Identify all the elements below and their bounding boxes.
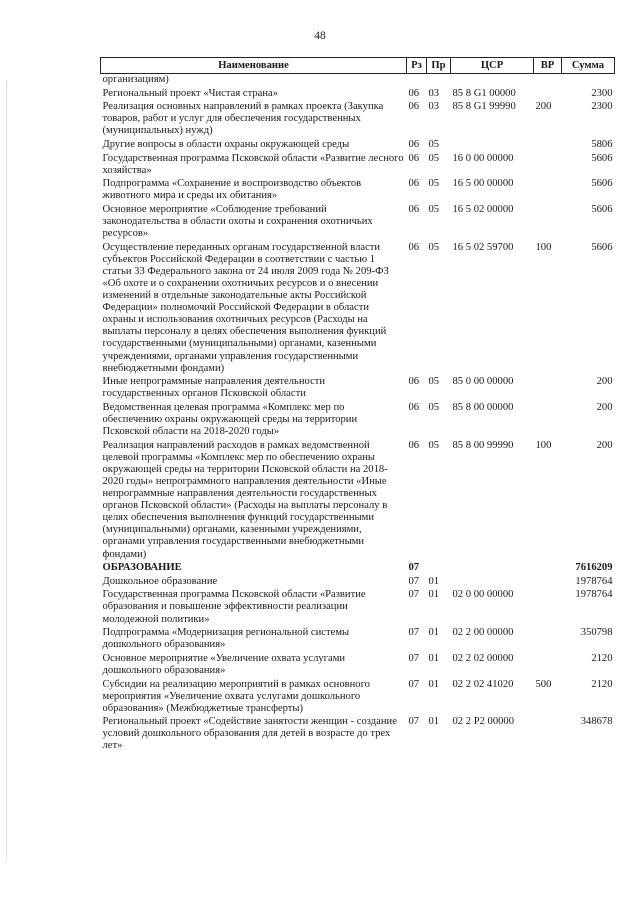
column-header-csr: ЦСР (451, 58, 534, 74)
row-vr (534, 88, 562, 102)
row-pr: 01 (428, 678, 440, 690)
row-rz: 06 (408, 178, 420, 190)
row-pr: 01 (428, 716, 440, 728)
row-name: Другие вопросы в области охраны окружающей среды (102, 138, 350, 150)
row-csr: 02 2 00 00000 (452, 627, 514, 639)
table-row (101, 74, 615, 88)
row-rz: 06 (408, 203, 420, 215)
table-header-row (101, 58, 615, 74)
row-vr: 500 (535, 678, 552, 690)
row-csr: 16 5 00 00000 (452, 178, 514, 190)
row-vr (534, 589, 562, 627)
row-vr: 100 (535, 439, 552, 451)
row-name: Государственная программа Псковской области «Развитие образования и повышение эффективности реализации молодежной политики» (102, 589, 366, 625)
row-name: Подпрограмма «Сохранение и воспроизводство объектов животного мира и среды их обитания» (102, 178, 362, 202)
row-sum: 2300 (591, 87, 613, 99)
row-csr: 85 8 00 99990 (452, 439, 514, 451)
row-pr: 05 (428, 401, 440, 413)
row-name: организациям) (102, 74, 169, 85)
row-name: Осуществление переданных органам государственной власти субъектов Российской Федерации в соответствии с частью 1 статьи 33 Федерального закона от 24 июля 2009 года № 209-ФЗ «Об охоте и о сохранении охотничьих ресурсов и о внесении изменений в отдельные законодательные акты Российской Федерации» полномочий Российской Федерации в области охраны и использования охотничьих ресурсов (Расходы на выплаты персоналу в целях обеспечения выполнения функций государственными (муниципальными) органами, казенными учреждениями, органами управления государственными внебюджетными фондами) (102, 241, 389, 374)
table-row (101, 101, 615, 139)
row-sum: 350798 (580, 627, 613, 639)
row-pr: 01 (428, 575, 440, 587)
page-number: 48 (314, 30, 326, 42)
row-name: Региональный проект «Содействие занятости женщин - создание условий дошкольного образования для детей в возрасте до трех лет» (102, 716, 397, 752)
row-sum: 5806 (591, 138, 613, 150)
row-rz: 06 (408, 401, 420, 413)
row-sum: 2120 (591, 652, 613, 664)
row-csr (451, 74, 534, 88)
column-header-vr: ВР (534, 58, 562, 74)
row-name: Региональный проект «Чистая страна» (102, 87, 278, 99)
row-name: Государственная программа Псковской области «Развитие лесного хозяйства» (102, 152, 404, 176)
row-rz: 06 (408, 138, 420, 150)
row-name: Субсидии на реализацию мероприятий в рамках основного мероприятия «Увеличение охвата услугами дошкольного образования» (Межбюджетные трансферты) (102, 678, 370, 714)
row-name: ОБРАЗОВАНИЕ (102, 562, 182, 574)
row-rz: 06 (408, 439, 420, 451)
row-sum: 200 (596, 439, 613, 451)
row-csr (451, 562, 534, 576)
row-vr (534, 376, 562, 402)
table-row (101, 440, 615, 562)
row-csr: 02 0 00 00000 (452, 589, 514, 601)
row-sum: 1978764 (575, 589, 613, 601)
table-row (101, 679, 615, 717)
column-header-name: Наименование (101, 58, 407, 74)
row-pr: 03 (428, 101, 440, 113)
table-row (101, 402, 615, 440)
row-rz: 07 (408, 589, 420, 601)
row-rz (407, 74, 427, 88)
row-pr: 05 (428, 152, 440, 164)
row-sum: 2300 (591, 101, 613, 113)
table-row (101, 589, 615, 627)
row-csr: 16 5 02 59700 (452, 241, 514, 253)
table-row (101, 178, 615, 204)
scan-margin-line (6, 80, 8, 860)
row-rz: 07 (408, 562, 420, 574)
row-pr: 01 (428, 627, 440, 639)
row-rz: 07 (408, 678, 420, 690)
row-pr: 05 (428, 138, 440, 150)
row-rz: 06 (408, 152, 420, 164)
row-sum: 2120 (591, 678, 613, 690)
row-pr: 05 (428, 439, 440, 451)
row-csr (451, 139, 534, 153)
column-header-sum: Сумма (562, 58, 615, 74)
row-pr: 05 (428, 178, 440, 190)
row-sum: 5606 (591, 178, 613, 190)
row-csr: 85 8 G1 00000 (452, 87, 516, 99)
table-row (101, 576, 615, 590)
row-vr: 200 (535, 101, 552, 113)
row-sum: 1978764 (575, 575, 613, 587)
row-vr (534, 178, 562, 204)
row-vr (534, 153, 562, 179)
table-row (101, 376, 615, 402)
row-sum: 348678 (580, 716, 613, 728)
row-name: Реализация основных направлений в рамках проекта (Закупка товаров, работ и услуг для обеспечения государственных (муниципальных) нужд) (102, 101, 384, 137)
row-rz: 06 (408, 87, 420, 99)
row-pr: 01 (428, 652, 440, 664)
row-rz: 07 (408, 652, 420, 664)
row-sum: 5606 (591, 241, 613, 253)
row-csr: 16 5 02 00000 (452, 203, 514, 215)
table-row (101, 627, 615, 653)
row-rz: 06 (408, 101, 420, 113)
row-vr: 100 (535, 241, 552, 253)
row-sum (562, 74, 615, 88)
row-name: Основное мероприятие «Соблюдение требований законодательства в области охоты и сохранения охотничьих ресурсов» (102, 203, 373, 240)
row-pr: 05 (428, 376, 440, 388)
row-name: Иные непрограммные направления деятельности государственных органов Псковской области (102, 376, 326, 400)
row-name: Подпрограмма «Модернизация региональной системы дошкольного образования» (102, 627, 350, 651)
table-row (101, 653, 615, 679)
row-csr: 02 2 02 41020 (452, 678, 514, 690)
row-vr (534, 627, 562, 653)
row-vr (534, 653, 562, 679)
row-vr (534, 204, 562, 242)
row-csr: 85 0 00 00000 (452, 376, 514, 388)
row-sum: 5606 (591, 152, 613, 164)
row-vr (534, 402, 562, 440)
row-sum: 200 (596, 401, 613, 413)
row-rz: 07 (408, 627, 420, 639)
row-name: Реализация направлений расходов в рамках ведомственной целевой программы «Комплекс мер по обеспечению охраны окружающей среды на территории Псковской области на 2018-2020 годы» непрограммного направления деятельности «Иные непрограммные направления деятельности государственных органов Псковской области» (Расходы на выплаты персоналу в целях обеспечения выполнения функций государственными (муниципальными) органами, казенными учреждениями, органами управления государственными внебюджетными фондами) (102, 439, 388, 560)
row-csr: 85 8 G1 99990 (452, 101, 516, 113)
row-pr: 01 (428, 589, 440, 601)
column-header-rz: Рз (407, 58, 427, 74)
row-pr: 03 (428, 87, 440, 99)
row-rz: 06 (408, 241, 420, 253)
table-row (101, 204, 615, 242)
row-pr (427, 74, 451, 88)
row-sum: 200 (596, 376, 613, 388)
row-rz: 06 (408, 376, 420, 388)
row-vr (534, 74, 562, 88)
table-row (101, 562, 615, 576)
row-sum: 7616209 (575, 562, 613, 574)
row-csr: 85 8 00 00000 (452, 401, 514, 413)
table-row (101, 139, 615, 153)
row-rz: 07 (408, 716, 420, 728)
row-csr: 02 2 P2 00000 (452, 716, 515, 728)
row-rz: 07 (408, 575, 420, 587)
table-row (101, 88, 615, 102)
row-vr (534, 576, 562, 590)
row-vr (534, 139, 562, 153)
row-vr (534, 562, 562, 576)
row-name: Ведомственная целевая программа «Комплекс мер по обеспечению охраны окружающей среды на территории Псковской области на 2018-2020 годы» (102, 401, 358, 438)
row-pr (427, 562, 451, 576)
row-pr: 05 (428, 241, 440, 253)
row-name: Основное мероприятие «Увеличение охвата услугами дошкольного образования» (102, 652, 346, 676)
row-csr (451, 576, 534, 590)
table-row (101, 242, 615, 377)
row-csr: 02 2 02 00000 (452, 652, 514, 664)
row-name: Дошкольное образование (102, 575, 218, 587)
column-header-pr: Пр (427, 58, 451, 74)
row-pr: 05 (428, 203, 440, 215)
row-sum: 5606 (591, 203, 613, 215)
table-row (101, 153, 615, 179)
budget-table (100, 57, 615, 754)
row-vr (534, 716, 562, 754)
row-csr: 16 0 00 00000 (452, 152, 514, 164)
table-row (101, 716, 615, 754)
